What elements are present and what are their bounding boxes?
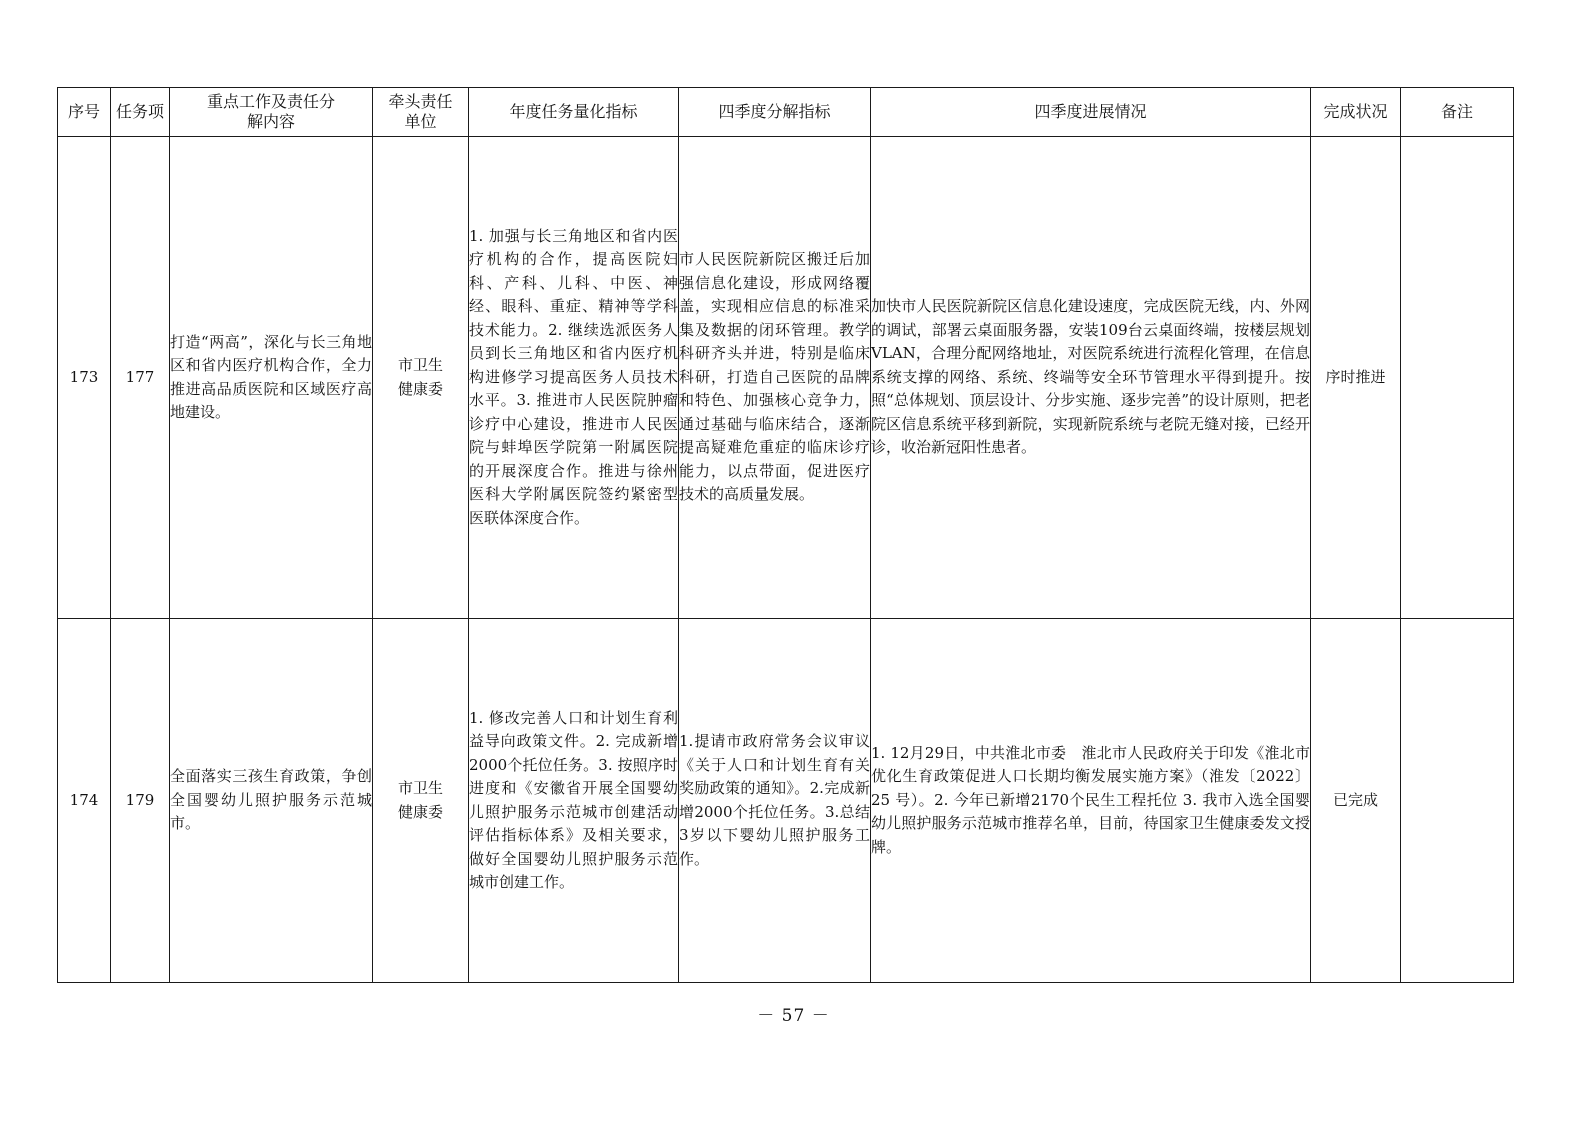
cell-remark xyxy=(1401,137,1514,619)
header-annual-indicator: 年度任务量化指标 xyxy=(469,88,679,137)
cell-seq: 174 xyxy=(58,619,111,983)
cell-remark xyxy=(1401,619,1514,983)
cell-seq: 173 xyxy=(58,137,111,619)
header-seq: 序号 xyxy=(58,88,111,137)
page-number: － 57 － xyxy=(757,1006,830,1026)
table-header-row xyxy=(58,88,1514,137)
cell-status: 已完成 xyxy=(1311,619,1401,983)
header-q4-progress: 四季度进展情况 xyxy=(871,88,1311,137)
cell-status: 序时推进 xyxy=(1311,137,1401,619)
cell-task-item: 177 xyxy=(111,137,170,619)
cell-work-content: 打造“两高”，深化与长三角地区和省内医疗机构合作，全力推进高品质医院和区域医疗高地建设。 xyxy=(170,137,373,619)
cell-lead-unit: 市卫生健康委 xyxy=(373,619,469,983)
header-lead-unit: 牵头责任单位 xyxy=(373,88,469,137)
cell-q4-progress: 1. 12月29日，中共淮北市委 淮北市人民政府关于印发《淮北市优化生育政策促进人口长期均衡发展实施方案》（淮发〔2022〕25 号）。2. 今年已新增2170个民生工程托位 3. 我市入选全国婴幼儿照护服务示范城市推荐名单，目前，待国家卫生健康委发文授牌。 xyxy=(871,619,1311,983)
progress-report-sheet xyxy=(57,87,1513,983)
cell-annual-indicator: 1. 修改完善人口和计划生育利益导向政策文件。2. 完成新增2000个托位任务。3. 按照序时进度和《安徽省开展全国婴幼儿照护服务示范城市创建活动评估指标体系》及相关要求，做好全国婴幼儿照护服务示范城市创建工作。 xyxy=(469,619,679,983)
header-q4-target: 四季度分解指标 xyxy=(679,88,871,137)
header-status: 完成状况 xyxy=(1311,88,1401,137)
task-progress-table xyxy=(57,87,1514,983)
header-work-content: 重点工作及责任分解内容 xyxy=(170,88,373,137)
cell-q4-progress: 加快市人民医院新院区信息化建设速度，完成医院无线，内、外网的调试，部署云桌面服务器，安装109台云桌面终端，按楼层规划VLAN，合理分配网络地址，对医院系统进行流程化管理，在信息系统支撑的网络、系统、终端等安全环节管理水平得到提升。按照“总体规划、顶层设计、分步实施、逐步完善”的设计原则，把老院区信息系统平移到新院，实现新院系统与老院无缝对接，已经开诊，收治新冠阳性患者。 xyxy=(871,137,1311,619)
header-task-item: 任务项 xyxy=(111,88,170,137)
header-remark: 备注 xyxy=(1401,88,1514,137)
table-row xyxy=(58,137,1514,619)
cell-q4-target: 1.提请市政府常务会议审议《关于人口和计划生育有关奖励政策的通知》。2.完成新增2000个托位任务。3.总结3岁以下婴幼儿照护服务工作。 xyxy=(679,619,871,983)
table-row xyxy=(58,619,1514,983)
cell-task-item: 179 xyxy=(111,619,170,983)
cell-q4-target: 市人民医院新院区搬迁后加强信息化建设，形成网络覆盖，实现相应信息的标准采集及数据的闭环管理。教学科研齐头并进，特别是临床科研，打造自己医院的品牌和特色、加强核心竞争力，通过基础与临床结合，逐渐提高疑难危重症的临床诊疗能力，以点带面，促进医疗技术的高质量发展。 xyxy=(679,137,871,619)
cell-annual-indicator: 1. 加强与长三角地区和省内医疗机构的合作，提高医院妇科、产科、儿科、中医、神经、眼科、重症、精神等学科技术能力。2. 继续选派医务人员到长三角地区和省内医疗机构进修学习提高医务人员技术水平。3. 推进市人民医院肿瘤诊疗中心建设，推进市人民医院与蚌埠医学院第一附属医院的开展深度合作。推进与徐州医科大学附属医院签约紧密型医联体深度合作。 xyxy=(469,137,679,619)
cell-lead-unit: 市卫生健康委 xyxy=(373,137,469,619)
cell-work-content: 全面落实三孩生育政策，争创全国婴幼儿照护服务示范城市。 xyxy=(170,619,373,983)
